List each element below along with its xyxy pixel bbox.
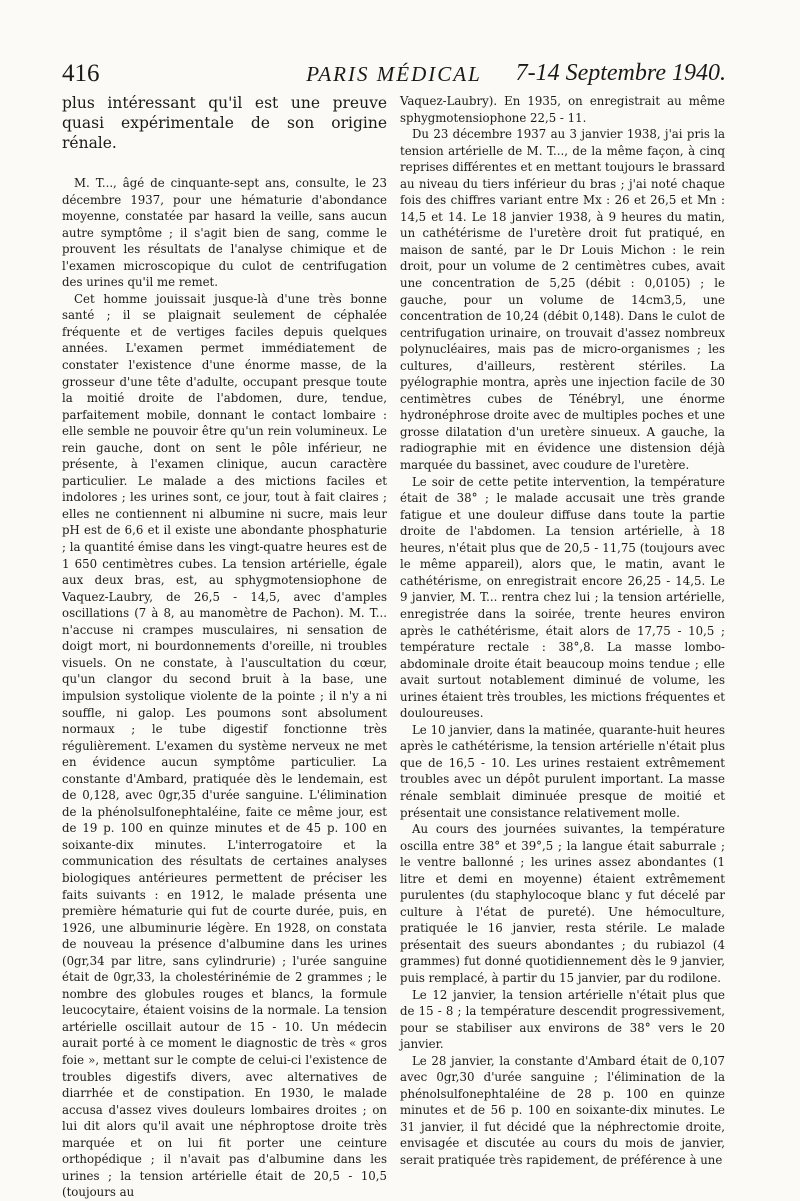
page-number: 416: [62, 60, 100, 87]
right-column: [400, 93, 725, 1169]
paragraph: Le 10 janvier, dans la matinée, quarante-huit heures après le cathétérisme, la tension artérielle n'était plus que de 16,5 - 10. Les urines restaient extrêmement troubles avec un dépôt purulent important. La masse rénale semblait diminuée presque de moitié et présentait une consistance relativement molle.: [400, 722, 725, 820]
paragraph: plus intéressant qu'il est une preuve quasi expérimentale de son origine rénale.: [62, 94, 387, 152]
left-column: [62, 93, 387, 1201]
paragraph: Le soir de cette petite intervention, la température était de 38° ; le malade accusait une très grande fatigue et une douleur diffuse dans toute la partie droite de l'abdomen. La tension artérielle, à 18 heures, n'était plus que de 20,5 - 11,75 (toujours avec le même appareil), alors que, le matin, avant le cathétérisme, on enregistrait encore 26,25 - 14,5. Le 9 janvier, M. T... rentra chez lui ; la tension artérielle, enregistrée dans la soirée, trente heures environ après le cathétérisme, était alors de 17,75 - 10,5 ; température rectale : 38°,8. La masse lombo-abdominale droite était beaucoup moins tendue ; elle avait surtout notablement diminué de volume, les urines étaient très troubles, les mictions fréquentes et douloureuses.: [400, 474, 725, 721]
page-header: [62, 54, 726, 94]
paragraph: Le 28 janvier, la constante d'Ambard était de 0,107 avec 0gr,30 d'urée sanguine ; l'élimination de la phénolsulfonephtaléine de 28 p. 100 en quinze minutes et de 56 p. 100 en soixante-dix minutes. Le 31 janvier, il fut décidé que la néphrectomie droite, envisagée et discutée au cours du mois de janvier, serait pratiquée très rapidement, de préférence à une: [400, 1053, 725, 1167]
paragraph: Du 23 décembre 1937 au 3 janvier 1938, j'ai pris la tension artérielle de M. T..., de la même façon, à cinq reprises différentes et en mettant toujours le brassard au niveau du tiers inférieur du bras ; j'ai noté chaque fois des chiffres variant entre Mx : 26 et 26,5 et Mn : 14,5 et 14. Le 18 janvier 1938, à 9 heures du matin, un cathétérisme de l'uretère droit fut pratiqué, en maison de santé, par le Dr Louis Michon : le rein droit, pour un volume de 2 centimètres cubes, avait une concentration de 5,25 (débit : 0,0105) ; le gauche, pour un volume de 14cm3,5, une concentration de 10,24 (débit 0,148). Dans le culot de centrifugation urinaire, on trouvait d'assez nombreux polynucléaires, mais pas de micro-organismes ; les cultures, d'ailleurs, restèrent stériles. La pyélographie montra, après une injection facile de 30 centimètres cubes de Ténébryl, une énorme hydronéphrose droite avec de multiples poches et une grosse dilatation d'un uretère sinueux. A gauche, la radiographie mit en évidence une distension déjà marquée du bassinet, avec coudure de l'uretère.: [400, 127, 725, 473]
journal-title: PARIS MÉDICAL: [306, 62, 482, 86]
paragraph: Cet homme jouissait jusque-là d'une très bonne santé ; il se plaignait seulement de céphalée fréquente et de vertiges faciles depuis quelques années. L'examen permet immédiatement de constater l'existence d'une énorme masse, de la grosseur d'une tête d'adulte, occupant presque toute la moitié droite de l'abdomen, dure, tendue, parfaitement mobile, donnant le contact lombaire : elle semble ne pouvoir être qu'un rein volumineux. Le rein gauche, dont on sent le pôle inférieur, ne présente, à l'examen clinique, aucun caractère particulier. Le malade a des mictions faciles et indolores ; les urines sont, ce jour, tout à fait claires ; elles ne contiennent ni albumine ni sucre, mais leur pH est de 6,6 et il existe une abondante phosphaturie ; la quantité émise dans les vingt-quatre heures est de 1 650 centimètres cubes. La tension artérielle, égale aux deux bras, est, au sphygmotensiophone de Vaquez-Laubry, de 26,5 - 14,5, avec d'amples oscillations (7 à 8, au manomètre de Pachon). M. T... n'accuse ni crampes musculaires, ni sensation de doigt mort, ni bourdonnements d'oreille, ni troubles visuels. On ne constate, à l'auscultation du cœur, qu'un clangor du second bruit à la base, une impulsion systolique violente de la pointe ; il n'y a ni souffle, ni galop. Les poumons sont absolument normaux ; le tube digestif fonctionne très régulièrement. L'examen du système nerveux ne met en évidence aucun symptôme particulier. La constante d'Ambard, pratiquée dès le lendemain, est de 0,128, avec 0gr,35 d'urée sanguine. L'élimination de la phénolsulfonephtaléine, faite ce même jour, est de 19 p. 100 en quinze minutes et de 45 p. 100 en soixante-dix minutes. L'interrogatoire et la communication des résultats de certaines analyses biologiques antérieures permettent de préciser les faits suivants : en 1912, le malade présenta une première hématurie qui fut de courte durée, puis, en 1926, une albuminurie légère. En 1928, on constata de nouveau la présence d'albumine dans les urines (0gr,34 par litre, sans cylindrurie) ; l'urée sanguine était de 0gr,33, la cholestérinémie de 2 grammes ; le nombre des globules rouges et blancs, la formule leucocytaire, étaient voisins de la normale. La tension artérielle oscillait autour de 15 - 10. Un médecin aurait porté à ce moment le diagnostic de très « gros foie », mettant sur le compte de celui-ci l'existence de troubles digestifs divers, avec alternatives de diarrhée et de constipation. En 1930, le malade accusa d'assez vives douleurs lombaires droites ; on lui dit alors qu'il avait une néphroptose droite très marquée et on lui fit porter une ceinture orthopédique ; il n'avait pas d'albumine dans les urines ; la tension artérielle était de 20,5 - 10,5 (toujours au: [62, 291, 387, 1200]
paragraph: Le 12 janvier, la tension artérielle n'était plus que de 15 - 8 ; la température descendit progressivement, pour se stabiliser aux environs de 38° vers le 20 janvier.: [400, 987, 725, 1052]
paragraph: Au cours des journées suivantes, la température oscilla entre 38° et 39°,5 ; la langue était saburrale ; le ventre ballonné ; les urines assez abondantes (1 litre et demi en moyenne) étaient extrêmement purulentes (du staphylocoque blanc y fut décelé par culture à l'état de pureté). Une hémoculture, pratiquée le 16 janvier, resta stérile. Le malade présentait des sueurs abondantes ; du rubiazol (4 grammes) fut donné quotidiennement dès le 9 janvier, puis remplacé, à partir du 15 janvier, par du rodilone.: [400, 822, 725, 985]
issue-date: 7-14 Septembre 1940.: [515, 60, 726, 86]
paragraph: Vaquez-Laubry). En 1935, on enregistrait au même sphygmotensiophone 22,5 - 11.: [400, 94, 725, 125]
paragraph: M. T..., âgé de cinquante-sept ans, consulte, le 23 décembre 1937, pour une hématurie d'abondance moyenne, constatée par hasard la veille, sans aucun autre symptôme ; il s'agit bien de sang, comme le prouvent les résultats de l'analyse chimique et de l'examen microscopique du culot de centrifugation des urines qu'il me remet.: [62, 176, 387, 290]
